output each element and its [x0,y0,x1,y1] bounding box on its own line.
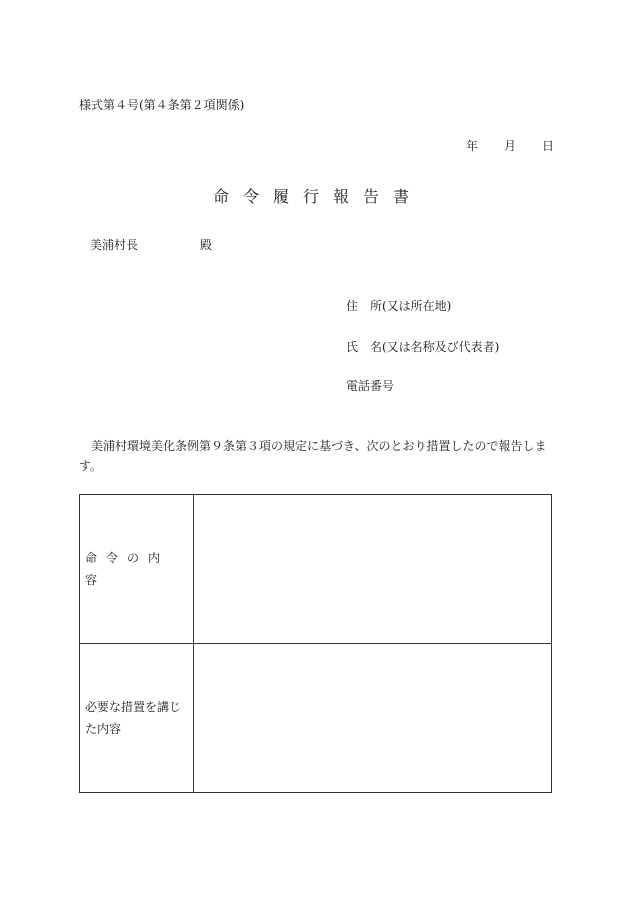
report-body-text: 美浦村環境美化条例第９条第３項の規定に基づき、次のとおり措置したので報告します。 [79,439,547,473]
date-line [462,137,554,153]
order-content-label: 命令の内容 [80,495,194,644]
addressee-honorific: 殿 [200,238,213,252]
reporter-name-label: 氏 名(又は名称及び代表者) [346,340,500,354]
reporter-tel-label: 電話番号 [346,379,395,393]
document-title: 命令履行報告書 [212,187,423,206]
addressee-name: 美浦村長 [90,238,139,252]
date-month-label: 月 [504,139,517,153]
date-year-label: 年 [466,139,479,153]
order-content-value[interactable] [194,495,552,644]
table-row [80,644,552,793]
reporter-address-label: 住 所(又は所在地) [346,299,452,313]
form-number-label: 様式第４号(第４条第２項関係) [79,98,245,112]
report-table [79,494,552,793]
measures-taken-label: 必要な措置を講じた内容 [80,644,194,793]
date-day-label: 日 [542,139,555,153]
measures-taken-value[interactable] [194,644,552,793]
table-row [80,495,552,644]
